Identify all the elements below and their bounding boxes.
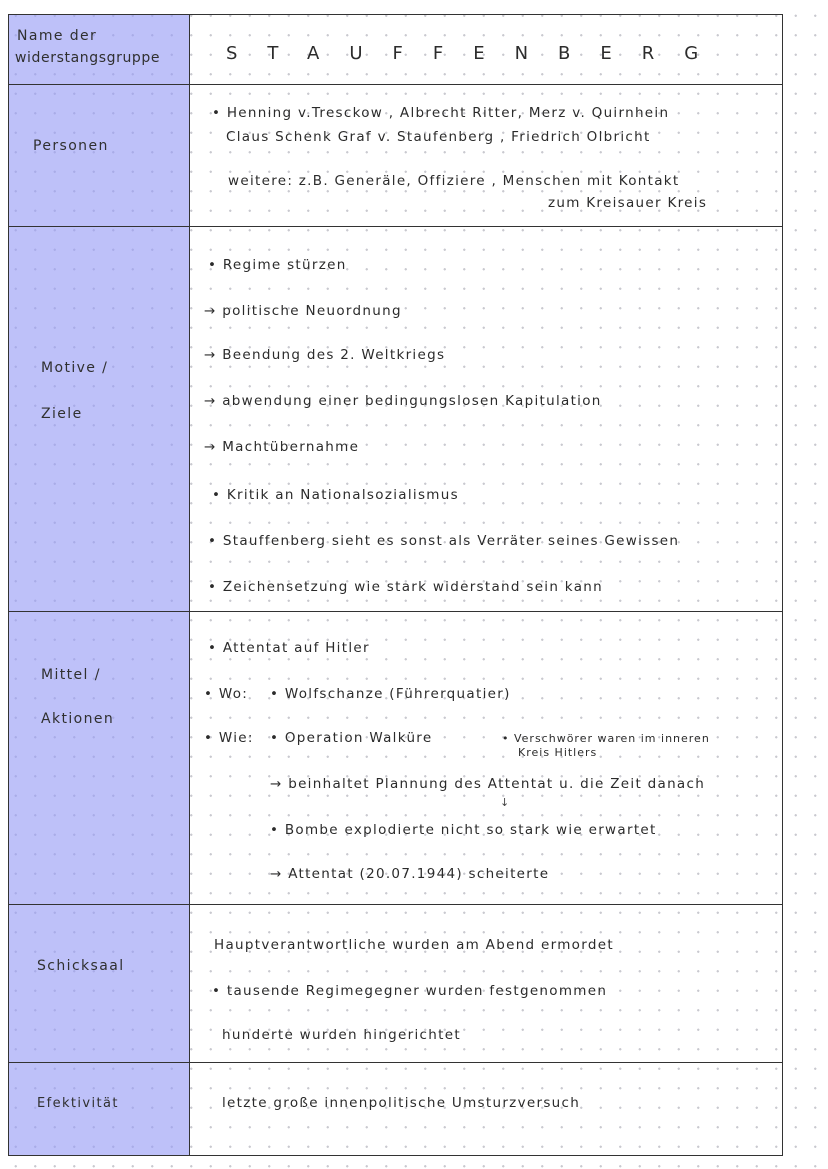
personen-content	[190, 85, 782, 226]
personen-line-2: Claus Schenk Graf v. Staufenberg , Friedrich Olbricht	[226, 129, 651, 145]
motive-line-6: • Kritik an Nationalsozialismus	[212, 487, 459, 503]
personen-line-1: • Henning v.Tresckow , Albrecht Ritter, Merz v. Quirnhein	[212, 105, 670, 121]
efektivitaet-content	[190, 1063, 782, 1155]
personen-row	[9, 85, 782, 227]
header-content	[190, 15, 782, 84]
personen-label-cell	[9, 85, 190, 226]
schicksaal-label: Schicksaal	[37, 958, 125, 974]
mittel-bombe: • Bombe explodierte nicht so stark wie erwartet	[270, 822, 657, 838]
schicksaal-label-cell	[9, 905, 190, 1062]
schicksaal-content	[190, 905, 782, 1062]
schicksaal-line-3: hunderte wurden hingerichtet	[222, 1027, 461, 1043]
motive-label-cell	[9, 227, 190, 611]
personen-label: Personen	[33, 138, 109, 154]
mittel-label-line-2: Aktionen	[41, 711, 115, 727]
group-title: STAUFFENBERG	[226, 43, 729, 64]
efektivitaet-label-cell	[9, 1063, 190, 1155]
header-label-line-2: widerstangsgruppe	[15, 50, 161, 66]
mittel-row	[9, 612, 782, 905]
motive-line-7: • Stauffenberg sieht es sonst als Verräter seines Gewissen	[208, 533, 680, 549]
mittel-verschwoerer-1: • Verschwörer waren im inneren	[502, 732, 710, 745]
motive-label-line-1: Motive /	[41, 360, 109, 376]
resistance-table	[8, 14, 783, 1156]
schicksaal-line-2: • tausende Regimegegner wurden festgenommen	[212, 983, 608, 999]
motive-line-2: → politische Neuordnung	[204, 303, 402, 319]
efektivitaet-row	[9, 1063, 782, 1155]
mittel-wie-label: • Wie:	[204, 730, 254, 746]
header-label-line-1: Name der	[17, 28, 98, 44]
mittel-label-cell	[9, 612, 190, 904]
motive-line-5: → Machtübernahme	[204, 439, 360, 455]
mittel-wo-value: • Wolfschanze (Führerquatier)	[270, 686, 511, 702]
motive-content	[190, 227, 782, 611]
motive-line-1: • Regime stürzen	[208, 257, 347, 273]
motive-row	[9, 227, 782, 612]
mittel-beinhaltet: → beinhaltet Plannung des Attentat u. die Zeit danach	[270, 776, 706, 792]
motive-line-3: → Beendung des 2. Weltkriegs	[204, 347, 446, 363]
header-label-cell	[9, 15, 190, 84]
motive-line-4: → abwendung einer bedingungslosen Kapitulation	[204, 393, 602, 409]
motive-label-line-2: Ziele	[41, 406, 83, 422]
mittel-wo-label: • Wo:	[204, 686, 249, 702]
personen-line-4: zum Kreisauer Kreis	[548, 195, 708, 211]
mittel-verschwoerer-2: Kreis Hitlers	[518, 746, 598, 759]
mittel-label-line-1: Mittel /	[41, 667, 101, 683]
arrow-down-icon: ↓	[500, 796, 510, 809]
mittel-wie-value: • Operation Walküre	[270, 730, 433, 746]
motive-line-8: • Zeichensetzung wie stark widerstand sein kann	[208, 579, 603, 595]
efektivitaet-line-1: letzte große innenpolitische Umsturzversuch	[222, 1095, 581, 1111]
schicksaal-line-1: Hauptverantwortliche wurden am Abend ermordet	[214, 937, 614, 953]
schicksaal-row	[9, 905, 782, 1063]
mittel-scheiterte: → Attentat (20.07.1944) scheiterte	[270, 866, 550, 882]
efektivitaet-label: Efektivität	[37, 1096, 119, 1111]
mittel-content	[190, 612, 782, 904]
header-row	[9, 15, 782, 85]
personen-line-3: weitere: z.B. Generäle, Offiziere , Menschen mit Kontakt	[228, 173, 680, 189]
mittel-attentat: • Attentat auf Hitler	[208, 640, 370, 656]
